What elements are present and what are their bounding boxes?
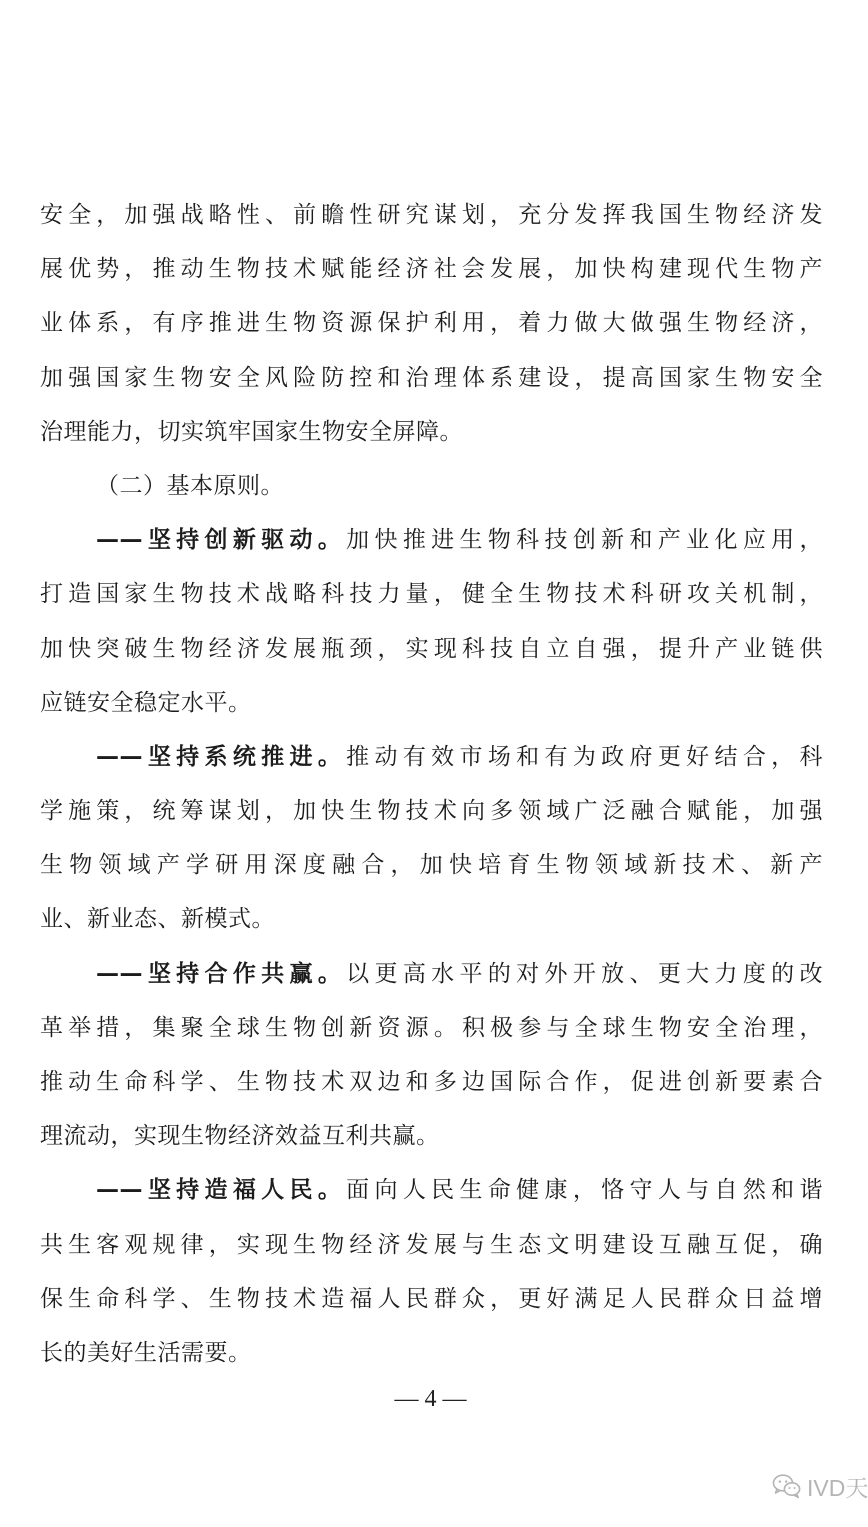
text-segment: 业体系，有序推进生物资源保护利用，着力做大做强生物经济， — [40, 310, 823, 337]
text-line — [40, 838, 823, 892]
text-line — [40, 622, 823, 676]
text-line — [40, 567, 823, 621]
text-line — [40, 1326, 823, 1380]
principle-title: ——坚持造福人民。 — [96, 1177, 347, 1204]
text-segment: 长的美好生活需要。 — [40, 1339, 252, 1366]
text-line — [40, 1109, 823, 1163]
text-segment: 革举措，集聚全球生物创新资源。积极参与全球生物安全治理， — [40, 1014, 823, 1041]
text-segment: （二）基本原则。 — [96, 472, 284, 499]
text-segment: 加强国家生物安全风险防控和治理体系建设，提高国家生物安全 — [40, 364, 823, 391]
section-heading — [40, 459, 823, 513]
text-line — [40, 1001, 823, 1055]
text-line — [40, 1218, 823, 1272]
page-number: — 4 — — [394, 1386, 467, 1412]
principle-title: ——坚持创新驱动。 — [96, 527, 347, 554]
text-segment: 推动生命科学、生物技术双边和多边国际合作，促进创新要素合 — [40, 1069, 823, 1095]
principle-title: ——坚持系统推进。 — [96, 743, 347, 770]
text-line — [40, 730, 823, 784]
text-line — [40, 351, 823, 405]
text-line — [40, 513, 823, 567]
wechat-icon — [772, 1473, 802, 1499]
watermark — [772, 1470, 868, 1502]
text-line — [40, 1055, 823, 1109]
text-line — [40, 405, 823, 459]
text-line — [40, 784, 823, 838]
text-segment: 生物领域产学研用深度融合，加快培育生物领域新技术、新产 — [40, 852, 823, 879]
text-segment: 加快推进生物科技创新和产业化应用， — [346, 527, 824, 554]
text-line — [40, 1272, 823, 1326]
text-line — [40, 947, 823, 1001]
text-segment: 治理能力，切实筑牢国家生物安全屏障。 — [40, 418, 463, 445]
principle-title: ——坚持合作共赢。 — [96, 960, 347, 987]
text-segment: 共生客观规律，实现生物经济发展与生态文明建设互融互促，确 — [40, 1231, 823, 1258]
text-segment: 以更高水平的对外开放、更大力度的改 — [346, 960, 824, 987]
text-line — [40, 892, 823, 946]
text-segment: 业、新业态、新模式。 — [40, 906, 275, 933]
text-segment: 理流动，实现生物经济效益互利共赢。 — [40, 1123, 440, 1150]
text-line — [40, 676, 823, 730]
text-segment: 应链安全稳定水平。 — [40, 689, 252, 716]
text-segment: 学施策，统筹谋划，加快生物技术向多领域广泛融合赋能，加强 — [40, 798, 823, 825]
text-segment: 保生命科学、生物技术造福人民群众，更好满足人民群众日益增 — [40, 1285, 823, 1312]
document-body — [40, 188, 823, 1380]
text-segment: 展优势，推动生物技术赋能经济社会发展，加快构建现代生物产 — [40, 256, 823, 283]
text-segment: 安全，加强战略性、前瞻性研究谋划，充分发挥我国生物经济发 — [40, 202, 823, 228]
text-line — [40, 188, 823, 242]
text-line — [40, 1163, 823, 1217]
text-line — [40, 296, 823, 350]
text-line — [40, 242, 823, 296]
text-segment: 加快突破生物经济发展瓶颈，实现科技自立自强，提升产业链供 — [40, 635, 823, 662]
text-segment: 打造国家生物技术战略科技力量，健全生物技术科研攻关机制， — [40, 581, 823, 608]
text-segment: 推动有效市场和有为政府更好结合，科 — [346, 743, 824, 770]
watermark-text: IVD天 — [807, 1474, 868, 1501]
text-segment: 面向人民生命健康，恪守人与自然和谐 — [346, 1177, 824, 1204]
